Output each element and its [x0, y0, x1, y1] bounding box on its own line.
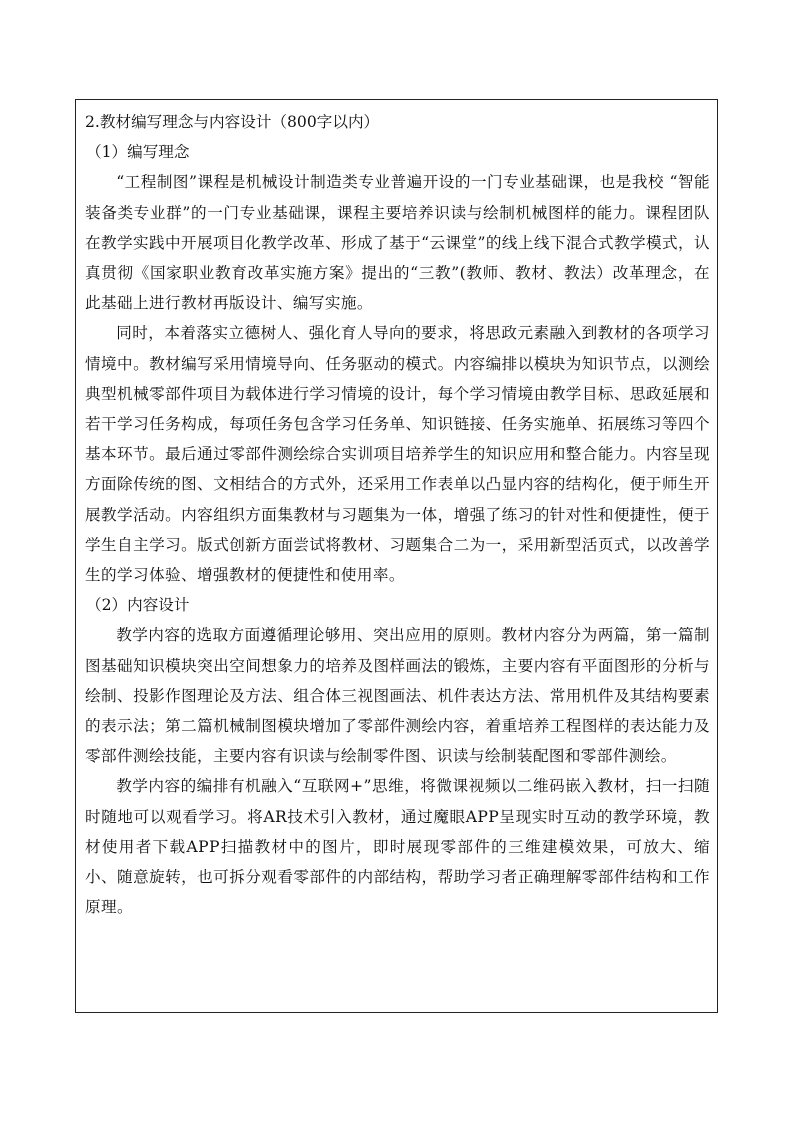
part1-paragraph-1: “工程制图”课程是机械设计制造类专业普遍开设的一门专业基础课，也是我校 “智能装备类专业群”的一门专业基础课，课程主要培养识读与绘制机械图样的能力。课程团队在教学实践中开展项目化教学改革、形成了基于“云课堂”的线上线下混合式教学模式，认真贯彻《国家职业教育改革实施方案》提出的“三教”(教师、教材、教法）改革理念，在此基础上进行教材再版设计、编写实施。: [85, 173, 710, 313]
content-text: [85, 107, 710, 922]
section-title: 2.教材编写理念与内容设计（800字以内）: [85, 113, 380, 131]
part2-paragraph-2: 教学内容的编排有机融入“互联网+”思维，将微课视频以二维码嵌入教材，扫一扫随时随地可以观看学习。将AR技术引入教材，通过魔眼APP呈现实时互动的教学环境，教材使用者下载APP扫描教材中的图片，即时展现零部件的三维建模效果，可放大、缩小、随意旋转，也可拆分观看零部件的内部结构，帮助学习者正确理解零部件结构和工作原理。: [85, 777, 710, 917]
content-box: [75, 99, 718, 1013]
part1-paragraph-2: 同时，本着落实立德树人、强化育人导向的要求，将思政元素融入到教材的各项学习情境中。教材编写采用情境导向、任务驱动的模式。内容编排以模块为知识节点，以测绘典型机械零部件项目为载体进行学习情境的设计，每个学习情境由教学目标、思政延展和若干学习任务构成，每项任务包含学习任务单、知识链接、任务实施单、拓展练习等四个基本环节。最后通过零部件测绘综合实训项目培养学生的知识应用和整合能力。内容呈现方面除传统的图、文相结合的方式外，还采用工作表单以凸显内容的结构化，便于师生开展教学活动。内容组织方面集教材与习题集为一体，增强了练习的针对性和便捷性，便于学生自主学习。版式创新方面尝试将教材、习题集合二为一，采用新型活页式，以改善学生的学习体验、增强教材的便捷性和使用率。: [85, 324, 710, 585]
part2-heading: （2）内容设计: [86, 596, 190, 615]
part1-heading: （1）编写理念: [86, 143, 190, 162]
part2-paragraph-1: 教学内容的选取方面遵循理论够用、突出应用的原则。教材内容分为两篇，第一篇制图基础知识模块突出空间想象力的培养及图样画法的锻炼，主要内容有平面图形的分析与绘制、投影作图理论及方法、组合体三视图画法、机件表达方法、常用机件及其结构要素的表示法；第二篇机械制图模块增加了零部件测绘内容，着重培养工程图样的表达能力及零部件测绘技能，主要内容有识读与绘制零件图、识读与绘制装配图和零部件测绘。: [85, 626, 710, 766]
